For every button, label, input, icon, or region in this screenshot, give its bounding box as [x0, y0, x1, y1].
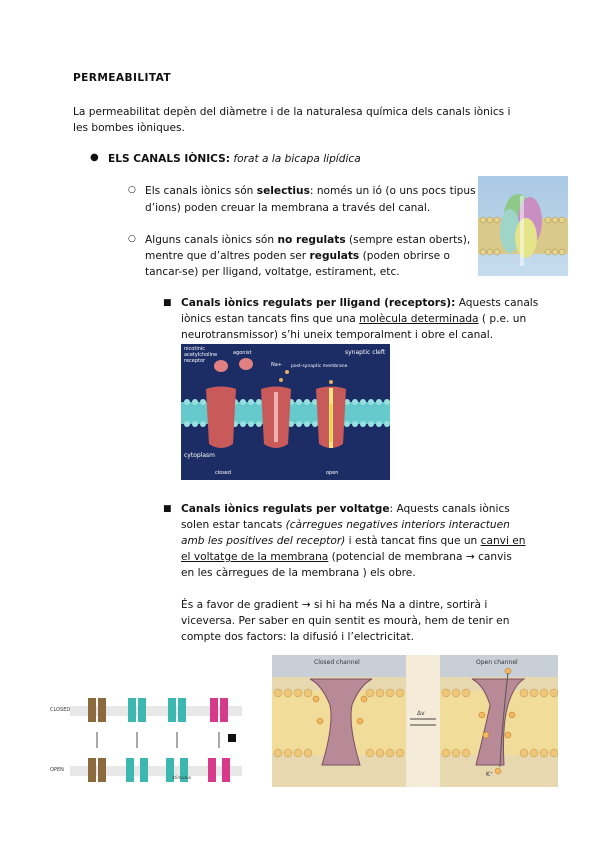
label-closed-state: CLOSED — [50, 707, 71, 713]
item1-line-1 — [181, 295, 538, 312]
voltage-channel-figure — [272, 655, 558, 787]
label-open-channel: Open channel — [476, 659, 518, 666]
channel-structure-image — [478, 176, 568, 276]
bullet-channels — [108, 151, 361, 168]
page-title: PERMEABILITAT — [73, 72, 172, 84]
label-cytoplasm: cytoplasm — [184, 452, 215, 459]
sub2-text-post: (poden obrirse o — [359, 250, 451, 262]
item2-line-5: en les càrregues de la membrana ) els obre. — [181, 567, 416, 579]
sub1-line-2: d’ions) poden creuar la membrana a través del canal. — [145, 202, 431, 214]
intro-line-2: les bombes iòniques. — [73, 122, 185, 134]
item2-line-4 — [181, 549, 512, 566]
sub1-line-1 — [145, 183, 476, 200]
label-stimulus: stimulus — [172, 776, 192, 781]
sub2-line-1 — [145, 232, 470, 249]
sub2-text: Alguns canals iònics són — [145, 234, 278, 246]
bullet-marker: ● — [90, 152, 99, 163]
sub2-text-post: (sempre estan oberts), — [345, 234, 471, 246]
item2-text: : Aquests canals iònics — [389, 503, 510, 515]
item1-line-3: neurotransmissor) s’hi uneix temporalment i obre el canal. — [181, 329, 494, 341]
sub2-text: mentre que d’altres poden ser — [145, 250, 310, 262]
sub2-bold: regulats — [309, 250, 360, 262]
label-closed-channel: Closed channel — [314, 659, 360, 666]
item2-text: (potencial de membrana → canvis — [328, 551, 512, 563]
label-open-state: OPEN — [50, 767, 64, 773]
label-membrane: post-synaptic membrane — [291, 364, 348, 369]
item2-line-2 — [181, 517, 510, 534]
item2-underline: el voltatge de la membrana — [181, 551, 329, 563]
sub-bullet-marker: ○ — [128, 234, 136, 244]
sub1-text: Els canals iònics són — [145, 185, 257, 197]
para-line-1: És a favor de gradient → si hi ha més Na a dintre, sortirà i — [181, 599, 488, 611]
sub2-line-3: tancar-se) per lligand, voltatge, estirament, etc. — [145, 266, 400, 278]
item2-line-1 — [181, 501, 510, 518]
label-open: open — [326, 470, 339, 476]
item2-italic: (càrregues negatives interiors interactuen — [285, 519, 510, 531]
bullet-channels-bold: ELS CANALS IÒNICS: — [108, 153, 231, 165]
label-receptor: nicotinic acetylcholine receptor — [184, 346, 218, 364]
item2-text: i està tancat fins que un — [345, 535, 481, 547]
item2-italic: amb les positives del receptor) — [181, 535, 346, 547]
item1-text: Aquests canals — [455, 297, 539, 309]
label-closed: closed — [215, 470, 232, 476]
sub2-bold: no regulats — [277, 234, 346, 246]
gating-types-figure — [50, 670, 242, 786]
item1-underline: molècula determinada — [359, 313, 479, 325]
label-na: Na+ — [271, 362, 282, 368]
item-marker: ■ — [163, 298, 172, 308]
item2-text: solen estar tancats — [181, 519, 286, 531]
item1-bold: Canals iònics regulats per lligand (receptors): — [181, 297, 456, 309]
item1-line-2 — [181, 311, 526, 328]
para-line-3: compte dos factors: la difusió i l’electricitat. — [181, 631, 415, 643]
label-k-ion: K⁺ — [486, 771, 494, 778]
sub2-line-2 — [145, 248, 450, 265]
item2-underline: canvi en — [480, 535, 526, 547]
label-agonist: agonist — [233, 350, 252, 356]
sub1-bold: selectius — [256, 185, 310, 197]
item1-text: ( p.e. un — [478, 313, 527, 325]
ligand-channel-figure — [181, 344, 390, 480]
sub-bullet-marker: ○ — [128, 185, 136, 195]
label-delta-v: Δv — [417, 710, 425, 717]
label-cleft: synaptic cleft — [345, 349, 386, 356]
item-marker: ■ — [163, 504, 172, 514]
item2-bold: Canals iònics regulats per voltatge — [181, 503, 390, 515]
intro-line-1: La permeabilitat depèn del diàmetre i de la naturalesa química dels canals iònics i — [73, 106, 511, 118]
item1-text: iònics estan tancats fins que una — [181, 313, 360, 325]
para-line-2: viceversa. Per saber en quin sentit es mourà, hem de tenir en — [181, 615, 510, 627]
bullet-channels-italic: forat a la bicapa lipídica — [230, 153, 361, 165]
item2-line-3 — [181, 533, 525, 550]
sub1-text-post: : només un ió (o uns pocs tipus — [309, 185, 476, 197]
